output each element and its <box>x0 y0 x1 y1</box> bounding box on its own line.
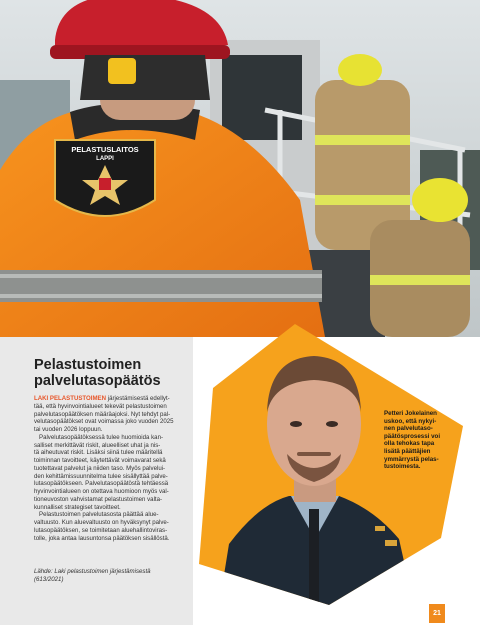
body-line: kunnalliset strategiset tavoitteet. <box>34 503 121 511</box>
body-line: den kehittämissuunnitelma tulee sisällyttää palve- <box>34 472 168 480</box>
paragraph-1 <box>34 395 182 434</box>
body-line: palvelutasopäätöksen määräajoksi. Nyt tehdyt pal- <box>34 410 171 418</box>
caption-line: nen palvelutaso- <box>384 425 433 433</box>
body-line: tai vuoden 2026 loppuun. <box>34 426 103 433</box>
source-line: Lähde: Laki pelastustoimen järjestämisestä <box>34 568 151 575</box>
paragraph-3 <box>34 511 182 542</box>
body-line: lutasopäätökseen. Palvelutasopäätöstä tehtäessä <box>34 480 169 488</box>
badge-bottom-text: LAPPI <box>96 156 114 162</box>
badge-top-text: PELASTUSLAITOS <box>71 145 139 154</box>
article-body <box>34 395 182 542</box>
body-line: tää, että hyvinvointialueet tekevät pelastustoimen <box>34 402 167 410</box>
source-line: (613/2021) <box>34 575 64 583</box>
body-line: järjestämisestä edellyt- <box>106 395 170 402</box>
body-line: hyvinvointialueen on otettava huomioon myös val- <box>34 488 169 495</box>
caption-line: olla tehokas tapa <box>384 440 435 448</box>
body-line: salliset merkittävät riskit, alueelliset uhat ja nis- <box>34 441 161 449</box>
caption-line: tustoimesta. <box>384 463 421 471</box>
portrait-caption <box>384 410 442 471</box>
lead-in: LAKI PELASTUSTOIMEN <box>34 395 107 402</box>
caption-line: Petteri Jokelainen <box>384 410 437 417</box>
body-line: Pelastustoimen palvelutasosta päättää alue- <box>39 511 159 519</box>
body-line: tioneuvoston vahvistamat pelastustoimen valta- <box>34 495 163 503</box>
article-heading <box>34 357 184 389</box>
body-line: tä aiheutuvat riskit. Lisäksi siinä tulee määritellä <box>34 449 163 457</box>
body-line: lutasopäätöksen, se toimitetaan aluehallintoviras- <box>34 526 168 534</box>
body-line: velutasopäätökset ovat voimassa joko vuoden 2025 <box>34 418 174 426</box>
heading-line: Pelastustoimen <box>34 357 142 373</box>
body-line: valtuusto. Kun aluevaltuusto on hyväksynyt palve- <box>34 519 169 526</box>
body-line: tuotettavat palvelut ja niiden taso. Myös palvelui- <box>34 464 166 472</box>
source-citation <box>34 568 182 584</box>
body-line: toiminnan tavoitteet, käytettävät voimavarat sekä <box>34 457 166 464</box>
caption-line: päätösprosessi voi <box>384 432 441 440</box>
caption-line: lisätä päättäjien <box>384 447 431 455</box>
paragraph-2 <box>34 434 182 512</box>
caption-line: ymmärrystä pelas- <box>384 455 439 463</box>
body-line: Palvelutasopäätöksessä tulee huomioida kan- <box>39 433 163 441</box>
caption-line: uskoo, että nykyi- <box>384 417 437 425</box>
heading-line: palvelutasopäätös <box>34 373 161 389</box>
body-line: tolle, joka antaa lausuntonsa päätöksen sisällöstä. <box>34 534 170 542</box>
page-number: 21 <box>429 604 445 623</box>
